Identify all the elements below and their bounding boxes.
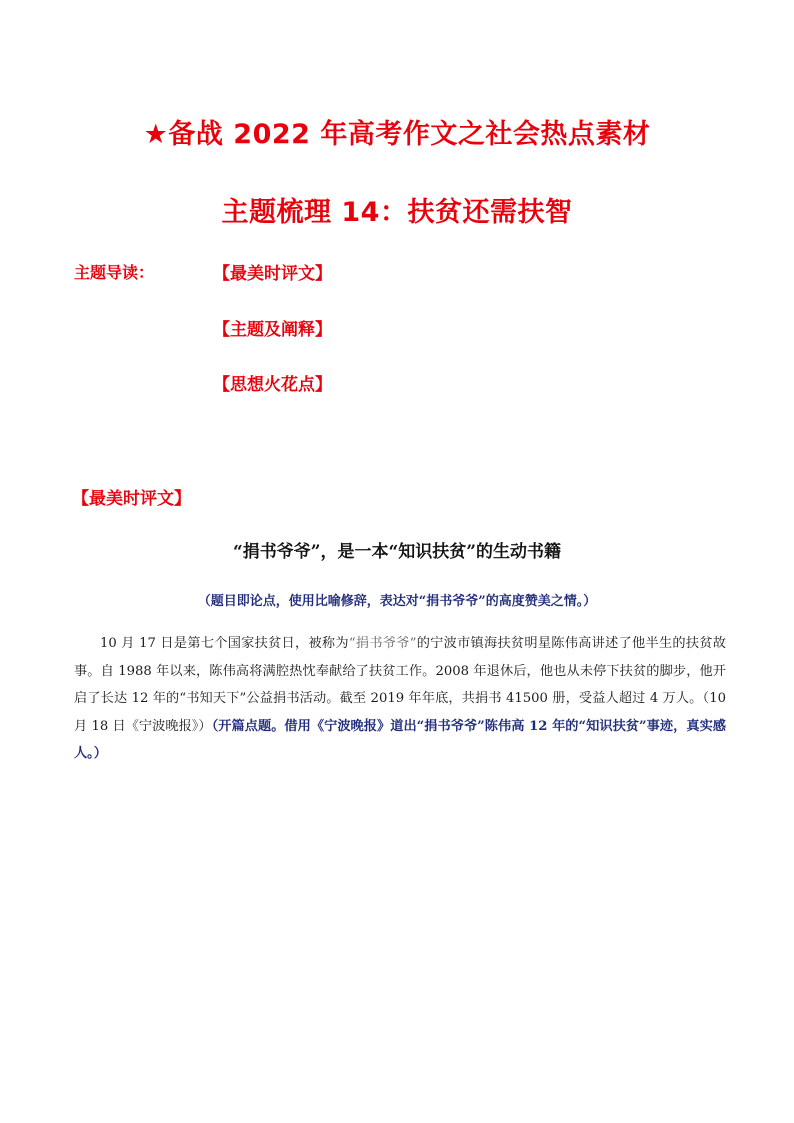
paragraph-text-part1: 10 月 17 日是第七个国家扶贫日，被称为	[100, 636, 349, 651]
article-title: “捐书爷爷”，是一本“知识扶贫”的生动书籍	[232, 542, 562, 562]
guide-item-ideas: 【思想火花点】	[213, 375, 332, 395]
document-title: ★备战 2022 年高考作文之社会热点素材	[143, 119, 651, 150]
nickname-text: “捐书爷爷”	[348, 636, 417, 651]
document-subtitle: 主题梳理 14：扶贫还需扶智	[221, 197, 573, 228]
article-paragraph	[74, 630, 726, 768]
paragraph-annotation: （开篇点题。借用《宁波晚报》道出“捐书爷爷”陈伟高 12 年的“知识扶贫”事迹，真实感人。）	[74, 718, 726, 761]
title-annotation: （题目即论点，使用比喻修辞，表达对“捐书爷爷”的高度赞美之情。）	[197, 594, 597, 609]
guide-label: 主题导读：	[74, 263, 155, 282]
guide-item-review: 【最美时评文】	[213, 264, 332, 284]
paragraph-text-part2: 的宁波市镇海扶贫明星陈伟高讲述了他半生的扶贫故事。自 1988 年以来，陈伟高将满腔热忱奉献给了扶贫工作。2008 年退休后，他也从未停下扶贫的脚步，他开启了长达 12 年的“书知天下”公益捐书活动。截至 2019 年年底，共捐书 41500 册，受益人超过 4 万人。（10 月 18 日《宁波晚报》）	[74, 636, 726, 734]
guide-item-theme: 【主题及阐释】	[213, 320, 332, 340]
section-heading: 【最美时评文】	[72, 489, 191, 509]
